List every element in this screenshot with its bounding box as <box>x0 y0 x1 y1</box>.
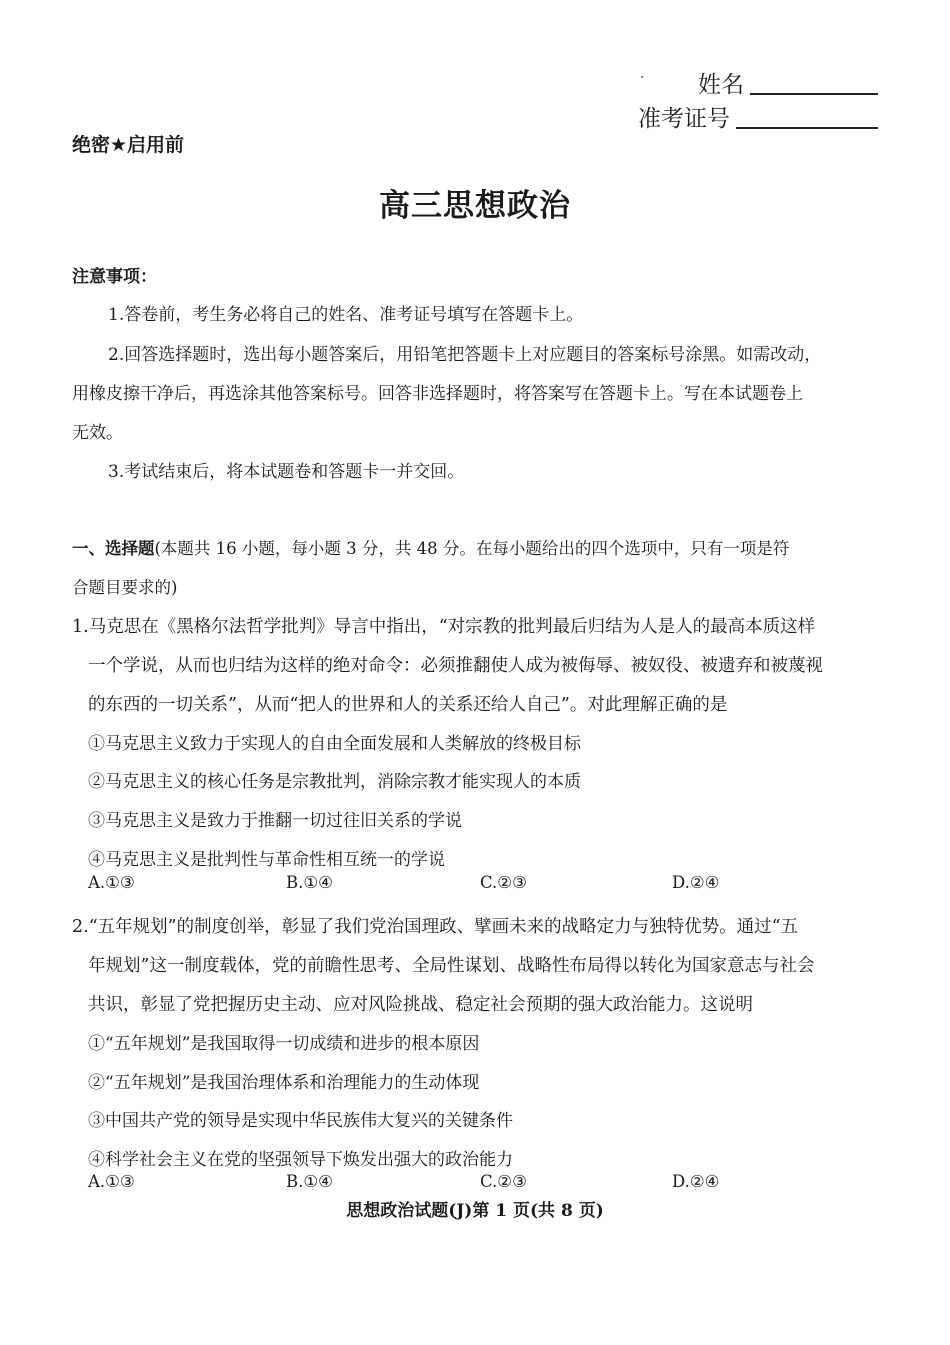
notice-item-3: 3.考试结束后，将本试题卷和答题卡一并交回。 <box>108 462 465 482</box>
q2-choice-c[interactable]: C.②③ <box>480 1172 527 1191</box>
q1-choice-a[interactable]: A.①③ <box>88 873 135 892</box>
confidential-mark: 绝密★启用前 <box>72 134 185 156</box>
name-blank[interactable] <box>750 93 878 95</box>
q2-statement-4: ④科学社会主义在党的坚强领导下焕发出强大的政治能力 <box>88 1150 513 1170</box>
exam-id-blank[interactable] <box>736 127 878 129</box>
notice-item-2-line-2: 用橡皮擦干净后，再选涂其他答案标号。回答非选择题时，将答案写在答题卡上。写在本试题卷上 <box>72 384 803 404</box>
q2-stem-line-2: 年规划”这一制度载体，党的前瞻性思考、全局性谋划、战略性布局得以转化为国家意志与社会 <box>88 956 815 976</box>
name-label: 姓名 <box>698 72 744 98</box>
section-heading-bold: 一、选择题 <box>72 539 155 558</box>
q2-choice-a[interactable]: A.①③ <box>88 1172 135 1191</box>
section-heading-rest: (本题共 16 小题，每小题 3 分，共 48 分。在每小题给出的四个选项中，只有一项是符 <box>154 539 790 558</box>
q2-statement-2: ②“五年规划”是我国治理体系和治理能力的生动体现 <box>88 1073 480 1093</box>
q1-choice-c[interactable]: C.②③ <box>480 873 527 892</box>
q2-stem-line-3: 共识，彰显了党把握历史主动、应对风险挑战、稳定社会预期的强大政治能力。这说明 <box>88 995 753 1015</box>
q2-choice-d[interactable]: D.②④ <box>672 1172 720 1191</box>
scan-speck <box>641 76 643 78</box>
q2-choice-b[interactable]: B.①④ <box>286 1172 333 1191</box>
q1-statement-2: ②马克思主义的核心任务是宗教批判，消除宗教才能实现人的本质 <box>88 772 581 792</box>
page-title: 高三思想政治 <box>379 188 571 224</box>
q2-statement-1: ①“五年规划”是我国取得一切成绩和进步的根本原因 <box>88 1034 480 1054</box>
q2-stem-line-1: 2.“五年规划”的制度创举，彰显了我们党治国理政、擘画未来的战略定力与独特优势。通过“五 <box>72 917 799 937</box>
q1-choice-d[interactable]: D.②④ <box>672 873 720 892</box>
page-footer: 思想政治试题(J)第 1 页(共 8 页) <box>346 1201 604 1221</box>
exam-id-field[interactable] <box>638 100 878 133</box>
exam-id-label: 准考证号 <box>638 106 730 132</box>
section-heading <box>72 535 789 559</box>
section-heading-line-2: 合题目要求的) <box>72 578 178 597</box>
name-field[interactable] <box>698 66 878 99</box>
q1-stem-line-2: 一个学说，从而也归结为这样的绝对命令：必须推翻使人成为被侮辱、被奴役、被遗弃和被蔑视 <box>88 656 823 676</box>
notice-heading: 注意事项： <box>72 267 157 287</box>
q1-statement-3: ③马克思主义是致力于推翻一切过往旧关系的学说 <box>88 811 462 831</box>
notice-item-2-line-3: 无效。 <box>72 423 123 443</box>
q1-statement-1: ①马克思主义致力于实现人的自由全面发展和人类解放的终极目标 <box>88 734 581 754</box>
q1-choice-b[interactable]: B.①④ <box>286 873 333 892</box>
q1-stem-line-3: 的东西的一切关系”，从而“把人的世界和人的关系还给人自己”。对此理解正确的是 <box>88 695 728 715</box>
notice-item-1: 1.答卷前，考生务必将自己的姓名、准考证号填写在答题卡上。 <box>108 305 584 325</box>
q1-statement-4: ④马克思主义是批判性与革命性相互统一的学说 <box>88 850 445 870</box>
q1-stem-line-1: 1.马克思在《黑格尔法哲学批判》导言中指出，“对宗教的批判最后归结为人是人的最高本质这样 <box>72 617 816 637</box>
notice-item-2-line-1: 2.回答选择题时，选出每小题答案后，用铅笔把答题卡上对应题目的答案标号涂黑。如需改动， <box>108 345 822 365</box>
q2-statement-3: ③中国共产党的领导是实现中华民族伟大复兴的关键条件 <box>88 1111 513 1131</box>
